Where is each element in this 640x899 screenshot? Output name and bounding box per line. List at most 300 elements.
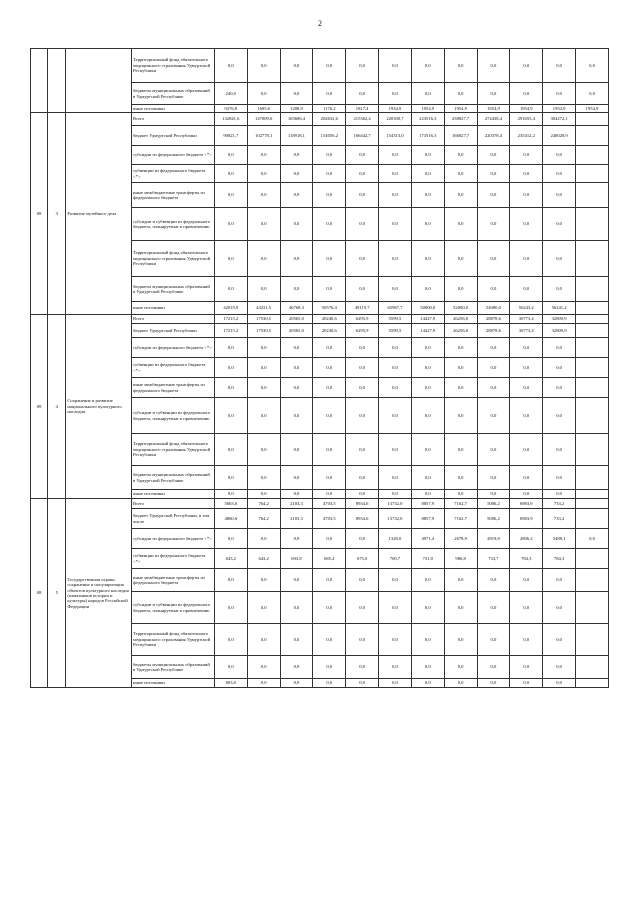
funding-source: субсидии из федерального бюджета <*> [132,146,215,165]
value-cell: 0,0 [444,241,477,277]
value-cell [576,499,609,509]
value-cell: 13732,0 [379,499,412,509]
value-cell [576,302,609,315]
value-cell: 20565,0 [280,315,313,324]
subsection-code [48,49,66,113]
value-cell: 0,0 [510,679,543,688]
value-cell: 0,0 [346,241,379,277]
value-cell: 0,0 [576,49,609,83]
value-cell: 32809,9 [543,315,576,324]
value-cell [576,165,609,183]
funding-source: Всего [132,315,215,324]
value-cell: 2819,8 [477,529,510,549]
value-cell: 0,0 [543,165,576,183]
value-cell: 0,0 [214,398,247,434]
value-cell: 0,0 [379,398,412,434]
value-cell [576,208,609,241]
value-cell: 0,0 [411,165,444,183]
table-row [31,315,609,324]
value-cell: 0,0 [313,208,346,241]
value-cell: 0,0 [280,434,313,466]
value-cell: 0,0 [247,338,280,358]
value-cell: 0,0 [510,183,543,208]
funding-source: иные источники [132,490,215,499]
value-cell: 0,0 [444,624,477,656]
value-cell [576,592,609,624]
value-cell: 0,0 [247,49,280,83]
value-cell: 2103,3 [280,499,313,509]
value-cell: 291655,4 [510,113,543,126]
subsection-code: 4 [48,315,66,499]
value-cell: 0,0 [444,358,477,378]
value-cell: 733,2 [543,499,576,509]
section-code: 08 [31,499,48,688]
value-cell: 0,0 [313,49,346,83]
value-cell [576,338,609,358]
value-cell: 0,0 [346,398,379,434]
value-cell: 13732,0 [379,509,412,529]
value-cell: 304272,1 [543,113,576,126]
value-cell: 0,0 [247,398,280,434]
value-cell: 0,0 [280,277,313,302]
value-cell: 0,0 [346,146,379,165]
value-cell: 0,0 [477,656,510,679]
value-cell: 0,0 [510,466,543,490]
value-cell [576,466,609,490]
value-cell: 1954,9 [576,105,609,113]
value-cell: 0,0 [280,378,313,398]
value-cell: 0,0 [543,490,576,499]
value-cell: 4703,5 [313,509,346,529]
value-cell: 0,0 [477,624,510,656]
funding-source: иные межбюджетные трансферты из федерального бюджета [132,378,215,398]
funding-source: Территориальный фонд обязательного медицинского страхования Удмуртской Республики [132,49,215,83]
value-cell: 0,0 [543,679,576,688]
value-cell: 0,0 [280,529,313,549]
value-cell: 731,0 [411,549,444,569]
value-cell: 1954,9 [444,105,477,113]
value-cell: 0,0 [543,146,576,165]
value-cell: 0,0 [247,378,280,398]
value-cell: 643,2 [214,549,247,569]
value-cell: 0,0 [346,49,379,83]
value-cell: 5663,6 [214,499,247,509]
value-cell: 0,0 [379,466,412,490]
value-cell [576,324,609,338]
value-cell: 0,0 [444,165,477,183]
value-cell: 0,0 [543,83,576,105]
value-cell: 220300,7 [379,113,412,126]
value-cell: 0,0 [313,378,346,398]
value-cell: 0,0 [346,656,379,679]
value-cell: 986,8 [444,549,477,569]
value-cell: 0,0 [444,466,477,490]
value-cell: 685,4 [313,549,346,569]
funding-source: бюджеты муниципальных образований в Удмуртской Республике [132,277,215,302]
value-cell: 0,0 [214,358,247,378]
value-cell: 0,0 [379,434,412,466]
value-cell: 0,0 [247,592,280,624]
value-cell: 0,0 [313,529,346,549]
value-cell: 0,0 [313,338,346,358]
value-cell: 0,0 [477,358,510,378]
table-row [31,113,609,126]
value-cell: 1328,0 [379,529,412,549]
value-cell: 0,0 [346,277,379,302]
subsection-code: 3 [48,113,66,315]
value-cell: 0,0 [411,49,444,83]
value-cell: 0,0 [411,592,444,624]
value-cell: 0,0 [313,183,346,208]
value-cell: 0,0 [411,466,444,490]
value-cell: 0,0 [510,398,543,434]
value-cell: 8857,9 [411,509,444,529]
value-cell: 0,0 [346,490,379,499]
value-cell: 0,0 [510,277,543,302]
value-cell: 0,0 [477,83,510,105]
funding-source: бюджеты муниципальных образований в Удмуртской Республике [132,83,215,105]
value-cell: 0,0 [379,592,412,624]
value-cell: 0,0 [411,656,444,679]
value-cell: 0,0 [313,358,346,378]
value-cell: 0,0 [411,338,444,358]
funding-source: бюджеты муниципальных образований в Удмуртской Республике [132,656,215,679]
value-cell: 0,0 [247,183,280,208]
value-cell: 0,0 [379,183,412,208]
value-cell: 0,0 [280,398,313,434]
value-cell: 0,0 [247,466,280,490]
value-cell: 118918,1 [280,126,313,146]
value-cell: 0,0 [313,165,346,183]
value-cell: 0,0 [379,569,412,592]
value-cell: 4703,5 [313,499,346,509]
value-cell: 0,0 [477,165,510,183]
value-cell: 8934,6 [346,509,379,529]
value-cell: 4860,6 [214,509,247,529]
value-cell: 20240,6 [313,324,346,338]
value-cell: 0,0 [411,434,444,466]
subsection-code: 5 [48,499,66,688]
value-cell: 7162,7 [444,509,477,529]
funding-source: Территориальный фонд обязательного медицинского страхования Удмуртской Республики [132,434,215,466]
value-cell: 147009,6 [247,113,280,126]
value-cell: 0,0 [247,208,280,241]
value-cell: 0,0 [477,49,510,83]
value-cell: 0,0 [379,679,412,688]
funding-source: Всего [132,113,215,126]
value-cell: 0,0 [214,277,247,302]
value-cell: 274438,4 [477,113,510,126]
value-cell: 784,3 [543,549,576,569]
value-cell: 0,0 [411,490,444,499]
value-cell: 0,0 [313,277,346,302]
value-cell: 0,0 [313,146,346,165]
value-cell: 0,0 [411,398,444,434]
value-cell: 0,0 [477,466,510,490]
value-cell: 700,7 [379,549,412,569]
value-cell: 0,0 [247,83,280,105]
section-name: Развитие музейного дела [66,113,132,315]
value-cell: 0,0 [280,466,313,490]
value-cell: 0,0 [280,165,313,183]
value-cell: 0,0 [280,679,313,688]
table-row [31,499,609,509]
value-cell: 0,0 [280,338,313,358]
value-cell: 0,0 [280,146,313,165]
value-cell: 28878,6 [477,315,510,324]
value-cell: 0,0 [477,146,510,165]
value-cell: 0,0 [411,183,444,208]
value-cell: 0,0 [214,49,247,83]
value-cell: 784,3 [510,549,543,569]
value-cell: 0,0 [214,490,247,499]
funding-source: субсидии и субвенции из федерального бюджета, планируемые к привлечению [132,592,215,624]
value-cell: 0,0 [280,592,313,624]
value-cell: 0,0 [411,146,444,165]
value-cell: 0,0 [411,241,444,277]
value-cell [576,509,609,529]
value-cell: 675,0 [346,549,379,569]
value-cell: 28878,6 [477,324,510,338]
value-cell: 0,0 [313,592,346,624]
section-code: 08 [31,315,48,499]
value-cell: 154056,2 [313,126,346,146]
value-cell: 240,0 [214,83,247,105]
funding-source: иные источники [132,105,215,113]
value-cell: 223516,3 [411,113,444,126]
value-cell: 0,0 [247,241,280,277]
value-cell [576,315,609,324]
value-cell: 0,0 [510,241,543,277]
value-cell: 0,0 [510,434,543,466]
value-cell: 49119,7 [346,302,379,315]
value-cell: 0,0 [280,569,313,592]
value-cell: 0,0 [214,165,247,183]
value-cell: 0,0 [411,624,444,656]
value-cell: 220378,4 [477,126,510,146]
value-cell: 0,0 [543,49,576,83]
value-cell: 0,0 [510,490,543,499]
value-cell: 0,0 [214,434,247,466]
value-cell: 0,0 [477,208,510,241]
value-cell: 1176,2 [313,105,346,113]
value-cell: 0,0 [543,466,576,490]
value-cell: 0,0 [379,208,412,241]
funding-source: Территориальный фонд обязательного медицинского страхования Удмуртской Республики [132,624,215,656]
value-cell: 0,0 [576,529,609,549]
funding-source: иные межбюджетные трансферты из федерального бюджета [132,569,215,592]
value-cell: 5488,1 [543,529,576,549]
value-cell: 0,0 [510,656,543,679]
value-cell: 154313,0 [379,126,412,146]
value-cell: 26256,0 [444,315,477,324]
value-cell: 0,0 [510,165,543,183]
value-cell: 0,0 [346,165,379,183]
value-cell [576,146,609,165]
value-cell: 0,0 [379,358,412,378]
value-cell: 173516,3 [411,126,444,146]
value-cell: 0,0 [477,434,510,466]
value-cell: 0,0 [379,83,412,105]
funding-source: субвенции из федерального бюджета <*> [132,549,215,569]
value-cell: 1817,4 [346,105,379,113]
value-cell: 0,0 [280,183,313,208]
value-cell: 0,0 [411,83,444,105]
value-cell: 0,0 [379,656,412,679]
value-cell: 0,0 [444,208,477,241]
value-cell: 0,0 [346,208,379,241]
value-cell: 0,0 [444,146,477,165]
value-cell: 693,8 [280,549,313,569]
value-cell: 0,0 [543,183,576,208]
value-cell: 0,0 [313,398,346,434]
value-cell: 0,0 [280,656,313,679]
value-cell [576,113,609,126]
value-cell: 0,0 [543,338,576,358]
funding-source: субсидии и субвенции из федерального бюджета, планируемые к привлечению [132,208,215,241]
value-cell: 2678,9 [444,529,477,549]
value-cell: 0,0 [247,656,280,679]
value-cell: 764,2 [247,499,280,509]
value-cell: 0,0 [543,208,576,241]
value-cell: 132841,6 [214,113,247,126]
funding-source: субсидии из федерального бюджета <*> [132,338,215,358]
value-cell: 0,0 [346,434,379,466]
value-cell: 0,0 [477,679,510,688]
value-cell: 30773,4 [510,315,543,324]
value-cell: 56243,2 [510,302,543,315]
value-cell: 1695,6 [247,105,280,113]
value-cell [576,277,609,302]
value-cell: 0,0 [576,83,609,105]
value-cell: 0,0 [543,378,576,398]
value-cell: 0,0 [543,624,576,656]
page-number: 2 [318,19,322,28]
value-cell: 20240,6 [313,315,346,324]
value-cell: 90821,7 [214,126,247,146]
value-cell: 0,0 [411,358,444,378]
value-cell: 0,0 [346,592,379,624]
value-cell: 0,0 [510,624,543,656]
section-code: 08 [31,113,48,315]
funding-source: субвенции из федерального бюджета <*> [132,358,215,378]
value-cell [576,398,609,434]
value-cell: 5599,5 [379,315,412,324]
value-cell: 102778,1 [247,126,280,146]
value-cell: 0,0 [477,592,510,624]
value-cell: 0,0 [247,529,280,549]
value-cell: 52000,0 [444,302,477,315]
value-cell: 0,0 [247,146,280,165]
value-cell: 0,0 [543,277,576,302]
value-cell: 6983,9 [510,509,543,529]
value-cell: 1954,9 [411,105,444,113]
value-cell: 0,0 [477,569,510,592]
value-cell: 0,0 [444,490,477,499]
value-cell: 8857,9 [411,499,444,509]
value-cell: 0,0 [444,277,477,302]
value-cell: 1954,9 [510,105,543,113]
value-cell: 0,0 [411,378,444,398]
value-cell: 764,2 [247,509,280,529]
value-cell: 0,0 [411,277,444,302]
value-cell: 0,0 [444,378,477,398]
value-cell: 0,0 [346,338,379,358]
value-cell: 26256,0 [444,324,477,338]
value-cell: 0,0 [510,49,543,83]
value-cell: 4971,4 [411,529,444,549]
value-cell: 0,0 [444,49,477,83]
funding-source: бюджет Удмуртской Республики [132,324,215,338]
value-cell: 0,0 [214,146,247,165]
value-cell: 0,0 [379,165,412,183]
value-cell: 50576,4 [313,302,346,315]
value-cell: 46768,3 [280,302,313,315]
value-cell: 0,0 [280,208,313,241]
value-cell: 0,0 [379,146,412,165]
funding-source: субсидии и субвенции из федерального бюджета, планируемые к привлечению [132,398,215,434]
value-cell: 0,0 [214,338,247,358]
value-cell: 14427,9 [411,324,444,338]
funding-source: иные источники [132,302,215,315]
value-cell: 0,0 [280,624,313,656]
value-cell: 20565,0 [280,324,313,338]
value-cell: 5599,5 [379,324,412,338]
value-cell: 0,0 [346,679,379,688]
funding-source: бюджет Удмуртской Республики [132,126,215,146]
value-cell: 235412,2 [510,126,543,146]
value-cell: 0,0 [379,624,412,656]
value-cell: 0,0 [444,569,477,592]
value-cell: 0,0 [444,434,477,466]
value-cell: 0,0 [214,378,247,398]
value-cell: 0,0 [379,378,412,398]
funding-source: Территориальный фонд обязательного медицинского страхования Удмуртской Республики [132,241,215,277]
value-cell: 0,0 [280,49,313,83]
value-cell: 0,0 [280,358,313,378]
value-cell: 0,0 [444,338,477,358]
value-cell: 0,0 [510,338,543,358]
value-cell: 0,0 [346,358,379,378]
value-cell [576,358,609,378]
funding-source: субсидии из федерального бюджета <*> [132,529,215,549]
value-cell: 1208,9 [280,105,313,113]
funding-source: бюджеты муниципальных образований в Удмуртской Республике [132,466,215,490]
value-cell: 0,0 [379,338,412,358]
value-cell: 643,2 [247,549,280,569]
value-cell: 0,0 [477,338,510,358]
value-cell [576,549,609,569]
value-cell: 17215,2 [214,324,247,338]
value-cell: 0,0 [247,624,280,656]
value-cell: 0,0 [214,208,247,241]
value-cell [576,656,609,679]
value-cell: 0,0 [379,277,412,302]
value-cell: 0,0 [313,624,346,656]
value-cell: 0,0 [510,208,543,241]
value-cell: 50000,0 [411,302,444,315]
value-cell: 8934,6 [346,499,379,509]
value-cell: 0,0 [247,569,280,592]
funding-source: иные источники [132,679,215,688]
value-cell: 0376,8 [214,105,247,113]
value-cell: 0,0 [411,679,444,688]
value-cell: 0,0 [543,241,576,277]
value-cell: 0,0 [379,490,412,499]
value-cell: 0,0 [477,490,510,499]
value-cell: 0,0 [280,241,313,277]
value-cell: 238827,7 [444,113,477,126]
